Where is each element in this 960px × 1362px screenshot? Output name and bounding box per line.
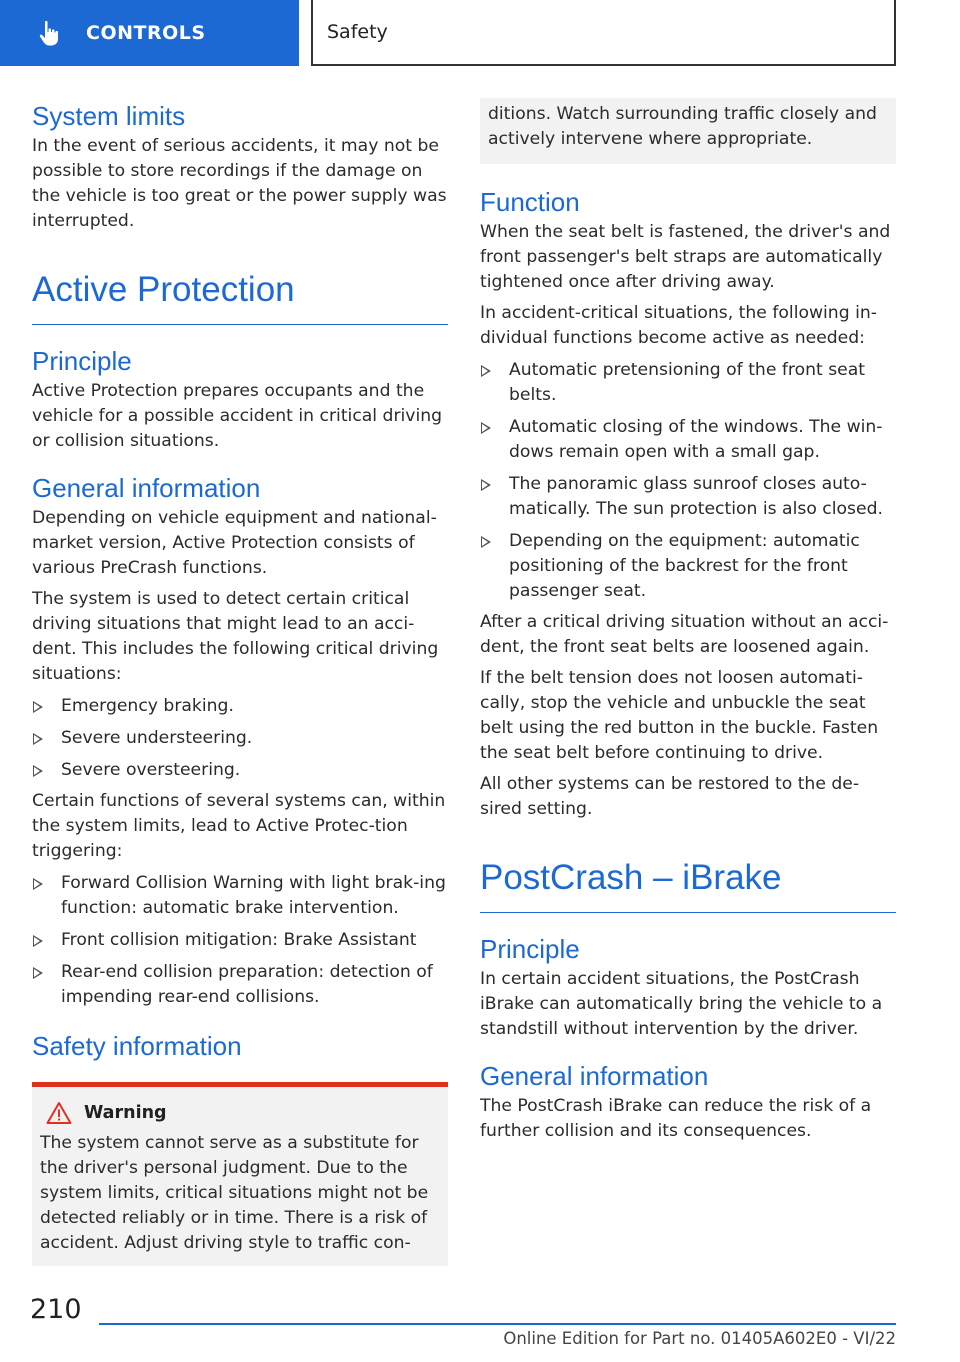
safety-information-heading: Safety information (32, 1031, 242, 1061)
bullet-triangle-icon (33, 765, 43, 777)
warning-box (32, 1082, 448, 1266)
footer-divider (99, 1323, 896, 1325)
function-heading: Function (480, 187, 580, 217)
list-item: Rear-end collision preparation: detection of impending rear-end collisions. (32, 960, 448, 1010)
function-p2: In accident-critical situations, the following in-dividual functions become active as needed: (480, 303, 877, 348)
page-header (0, 0, 960, 66)
bullet-triangle-icon (33, 733, 43, 745)
ibrake-general-information-text: The PostCrash iBrake can reduce the risk of a further collision and its consequences. (480, 1096, 872, 1141)
ibrake-general-information-heading: General information (480, 1061, 709, 1091)
list-item: Automatic closing of the windows. The win-dows remain open with a small gap. (480, 415, 896, 465)
edition-text: Online Edition for Part no. 01405A602E0 - VI/22 (503, 1329, 896, 1348)
list-item: The panoramic glass sunroof closes auto-matically. The sun protection is also closed. (480, 472, 896, 522)
section-tab[interactable] (311, 0, 896, 66)
critical-situations-list (32, 694, 448, 783)
warning-triangle-icon (46, 1101, 72, 1125)
right-column (480, 98, 896, 1144)
warning-text: The system cannot serve as a substitute for the driver's personal judgment. Due to the system limits, critical situations might not be detected reliably or in time. There is a risk of accident. Adjust driving style to traffic con- (40, 1133, 429, 1253)
ibrake-principle-text: In certain accident situations, the PostCrash iBrake can automatically bring the vehicle to a standstill without intervention by the driver. (480, 969, 883, 1039)
general-information-heading: General information (32, 473, 261, 503)
chapter-tab[interactable] (0, 0, 299, 66)
individual-functions-list (480, 358, 896, 604)
bullet-triangle-icon (481, 479, 491, 491)
function-p1: When the seat belt is fastened, the driver's and front passenger's belt straps are automatically tightened once after driving away. (480, 222, 891, 292)
ibrake-principle-heading: Principle (480, 934, 580, 964)
bullet-triangle-icon (33, 701, 43, 713)
system-limits-text: In the event of serious accidents, it may not be possible to store recordings if the damage on the vehicle is too great or the power supply was interrupted. (32, 136, 447, 231)
warning-box-continued (480, 98, 896, 164)
list-item: Depending on the equipment: automatic positioning of the backrest for the front passenger seat. (480, 529, 896, 604)
bullet-triangle-icon (481, 365, 491, 377)
list-item: Severe oversteering. (32, 758, 448, 783)
chapter-title-active-protection: Active Protection (32, 270, 448, 325)
system-limits-heading: System limits (32, 101, 186, 131)
principle-text: Active Protection prepares occupants and the vehicle for a possible accident in critical driving or collision situations. (32, 381, 443, 451)
bullet-triangle-icon (33, 935, 43, 947)
general-information-p1: Depending on vehicle equipment and national-market version, Active Protection consists of various PreCrash functions. (32, 508, 437, 578)
list-item: Front collision mitigation: Brake Assistant (32, 928, 448, 953)
bullet-triangle-icon (481, 422, 491, 434)
hand-pointer-icon (36, 18, 66, 48)
general-information-p3: Certain functions of several systems can, within the system limits, lead to Active Protec-tion triggering: (32, 791, 446, 861)
section-tab-label: Safety (327, 21, 388, 43)
chapter-title-postcrash-ibrake: PostCrash – iBrake (480, 858, 896, 913)
left-column (32, 100, 448, 1266)
bullet-triangle-icon (33, 967, 43, 979)
function-p4: If the belt tension does not loosen automati-cally, stop the vehicle and unbuckle the seat belt using the red button in the buckle. Fasten the seat belt before continuing to drive. (480, 668, 879, 763)
list-item: Emergency braking. (32, 694, 448, 719)
principle-heading: Principle (32, 346, 132, 376)
function-p3: After a critical driving situation without an acci-dent, the front seat belts are loosened again. (480, 612, 889, 657)
warning-title: Warning (84, 1103, 167, 1123)
bullet-triangle-icon (33, 878, 43, 890)
general-information-p2: The system is used to detect certain critical driving situations that might lead to an acci-dent. This includes the following critical driving situations: (32, 589, 439, 684)
function-p5: All other systems can be restored to the de-sired setting. (480, 774, 860, 819)
list-item: Severe understeering. (32, 726, 448, 751)
trigger-functions-list (32, 871, 448, 1010)
chapter-tab-label: CONTROLS (86, 22, 206, 44)
list-item: Automatic pretensioning of the front seat belts. (480, 358, 896, 408)
list-item: Forward Collision Warning with light brak-ing function: automatic brake intervention. (32, 871, 448, 921)
page-number: 210 (30, 1294, 82, 1325)
bullet-triangle-icon (481, 536, 491, 548)
warning-text-continued: ditions. Watch surrounding traffic closely and actively intervene where appropriate. (488, 104, 877, 149)
